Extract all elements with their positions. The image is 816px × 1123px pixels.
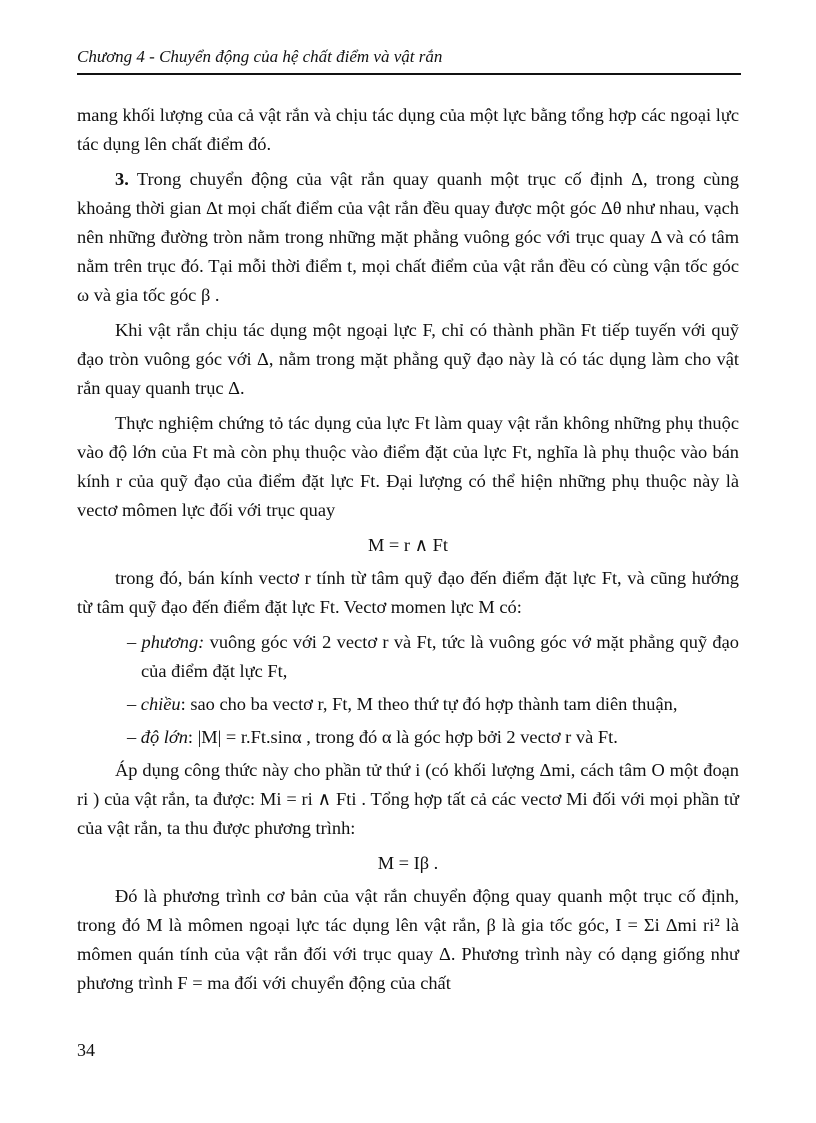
- bullet-direction-text: vuông góc với 2 vectơ r và Ft, tức là vuông góc vớ mặt phẳng quỹ đạo của điểm đặt lực Ft,: [141, 632, 739, 681]
- equation-torque: M = r ∧ Ft: [367, 535, 449, 555]
- paragraph-4: Thực nghiệm chứng tỏ tác dụng của lực Ft làm quay vật rắn không những phụ thuộc vào độ lớn của Ft mà còn phụ thuộc vào điểm đặt của lực Ft, nghĩa là phụ thuộc vào bán kính r của quỹ đạo của điểm đặt lực Ft. Đại lượng có thể hiện những phụ thuộc này là vectơ mômen lực đối với trục quay: [77, 413, 739, 520]
- paragraph-5: trong đó, bán kính vectơ r tính từ tâm quỹ đạo đến điểm đặt lực Ft, và cũng hướng từ tâm quỹ đạo đến điểm đặt lực Ft. Vectơ momen lực M có:: [77, 568, 739, 617]
- equation-rotation: M = Iβ .: [377, 853, 439, 873]
- bullet-direction: – phương: vuông góc với 2 vectơ r và Ft, tức là vuông góc vớ mặt phẳng quỹ đạo của điểm đặt lực Ft,: [127, 632, 739, 681]
- bullet-direction-term: phương:: [141, 632, 205, 652]
- paragraph-3: Khi vật rắn chịu tác dụng một ngoại lực F, chỉ có thành phần Ft tiếp tuyến với quỹ đạo tròn vuông góc với Δ, nằm trong mặt phẳng quỹ đạo này là có tác dụng làm cho vật rắn quay quanh trục Δ.: [77, 320, 739, 398]
- paragraph-1: mang khối lượng của cả vật rắn và chịu tác dụng của một lực bằng tổng hợp các ngoại lực tác dụng lên chất điểm đó.: [77, 105, 739, 154]
- bullet-magnitude: – độ lớn: |M| = r.Ft.sinα , trong đó α là góc hợp bởi 2 vectơ r và Ft.: [127, 727, 618, 747]
- header-rule: [77, 73, 741, 75]
- page-number: 34: [77, 1040, 95, 1060]
- bullet-magnitude-text: : |M| = r.Ft.sinα , trong đó α là góc hợp bởi 2 vectơ r và Ft.: [187, 727, 618, 747]
- page-content: [77, 101, 739, 1004]
- bullet-sense-text: : sao cho ba vectơ r, Ft, M theo thứ tự đó hợp thành tam diên thuận,: [180, 694, 678, 714]
- item-number: 3.: [115, 169, 129, 189]
- bullet-magnitude-term: độ lớn: [140, 727, 188, 747]
- paragraph-7: Đó là phương trình cơ bản của vật rắn chuyển động quay quanh một trục cố định, trong đó M là mômen ngoại lực tác dụng lên vật rắn, β là gia tốc góc, I = Σi Δmi ri² là mômen quán tính của vật rắn đối với trục quay Δ. Phương trình này có dạng giống như phương trình F = ma đối với chuyển động của chất: [77, 886, 739, 993]
- paragraph-6: Áp dụng công thức này cho phần tử thứ i (có khối lượng Δmi, cách tâm O một đoạn ri ) của vật rắn, ta được: Mi = ri ∧ Fti . Tổng hợp tất cả các vectơ Mi đối với mọi phần tử của vật rắn, ta thu được phương trình:: [77, 760, 739, 838]
- bullet-sense: – chiều: sao cho ba vectơ r, Ft, M theo thứ tự đó hợp thành tam diên thuận,: [127, 694, 678, 714]
- chapter-header: Chương 4 - Chuyển động của hệ chất điểm và vật rắn: [77, 47, 443, 66]
- bullet-sense-term: chiều: [140, 694, 181, 714]
- paragraph-2: [77, 165, 739, 310]
- paragraph-2-text: Trong chuyển động của vật rắn quay quanh một trục cố định Δ, trong cùng khoảng thời gian Δt mọi chất điểm của vật rắn đều quay được một góc Δθ như nhau, vạch nên những đường tròn nằm trong những mặt phẳng vuông góc với trục quay Δ và có tâm nằm trên trục đó. Tại mỗi thời điểm t, mọi chất điểm của vật rắn đều có cùng vận tốc góc ω và gia tốc góc β .: [77, 169, 740, 305]
